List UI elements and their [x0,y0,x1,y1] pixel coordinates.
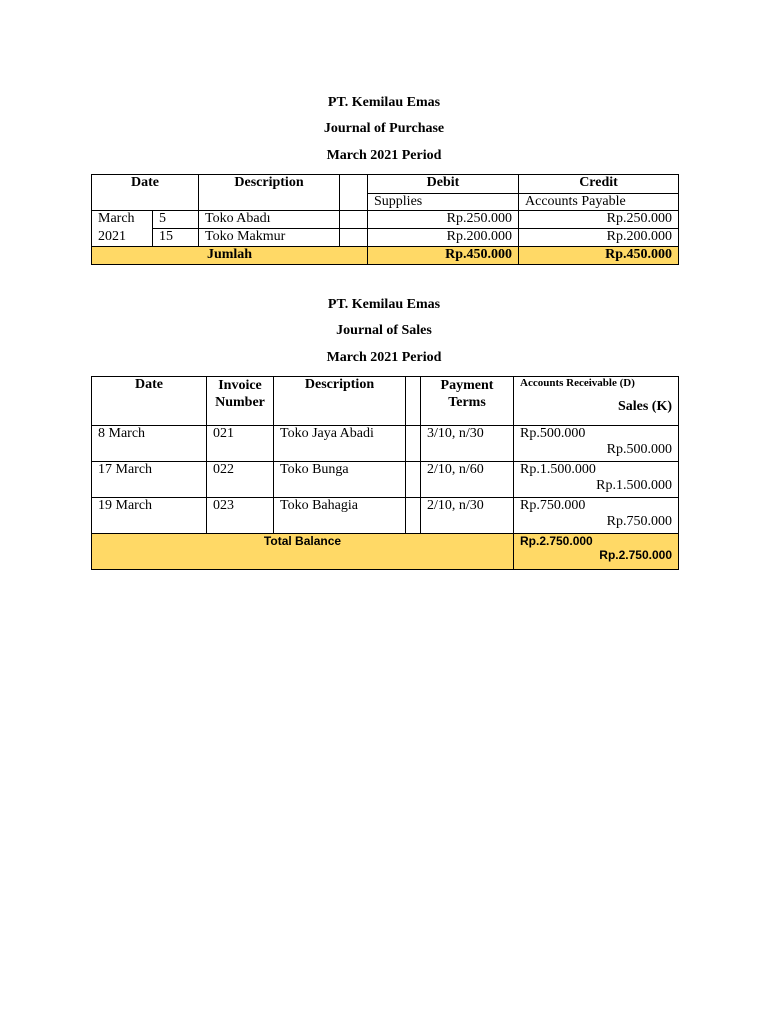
sales-date: 19 March [92,498,207,534]
sales-terms: 3/10, n/30 [421,426,514,462]
sales-amount-cell [514,426,679,462]
sales-invoice-header [207,377,274,426]
purchase-debit-value: Rp.200.000 [368,229,519,247]
purchase-blank-header [340,175,368,211]
purchase-month: March [92,211,153,229]
purchase-debit-account: Supplies [368,194,519,211]
table-row [92,426,679,462]
sales-total-row [92,534,679,570]
purchase-journal-table [91,174,679,265]
purchase-debit-value: Rp.250.000 [368,211,519,229]
purchase-total-label: Jumlah [92,247,368,265]
purchase-journal-title: Journal of Purchase [323,121,445,136]
sales-journal-table [91,376,679,570]
purchase-credit-value: Rp.250.000 [519,211,679,229]
purchase-credit-account: Accounts Payable [519,194,679,211]
purchase-total-debit: Rp.450.000 [368,247,519,265]
sales-credit-value: Rp.750.000 [606,514,672,529]
purchase-day: 15 [153,229,199,247]
sales-invoice: 022 [207,462,274,498]
purchase-description: Toko Makmur [199,229,340,247]
sales-date: 17 March [92,462,207,498]
purchase-period-title: March 2021 Period [326,148,442,163]
table-row [92,229,679,247]
sales-journal-title: Journal of Sales [336,323,432,338]
sales-blank-cell [406,498,421,534]
sales-blank-header [406,377,421,426]
purchase-year: 2021 [92,229,153,247]
sales-terms-header [421,377,514,426]
sales-period-title: March 2021 Period [326,350,442,365]
table-row [92,462,679,498]
sales-terms-header-line2: Terms [448,395,486,410]
sales-terms: 2/10, n/30 [421,498,514,534]
sales-terms: 2/10, n/60 [421,462,514,498]
sales-invoice-header-line1: Invoice [218,378,262,393]
purchase-day: 5 [153,211,199,229]
sales-total-cell [514,534,679,570]
sales-credit-value: Rp.500.000 [606,442,672,457]
sales-invoice: 023 [207,498,274,534]
accounts-receivable-header: Accounts Receivable (D) [520,377,635,389]
sales-total-credit: Rp.2.750.000 [599,548,672,562]
purchase-date-header: Date [92,175,199,211]
sales-terms-header-line1: Payment [440,378,494,393]
purchase-debit-header: Debit [368,175,519,194]
sales-description: Toko Bahagia [274,498,406,534]
purchase-blank-cell [340,211,368,229]
sales-debit-value: Rp.1.500.000 [520,462,596,477]
sales-description: Toko Bunga [274,462,406,498]
purchase-total-credit: Rp.450.000 [519,247,679,265]
sales-invoice: 021 [207,426,274,462]
sales-company-title: PT. Kemilau Emas [327,297,441,312]
table-row [92,498,679,534]
sales-description-header: Description [274,377,406,426]
sales-total-debit: Rp.2.750.000 [520,534,593,548]
sales-blank-cell [406,426,421,462]
sales-amount-cell [514,498,679,534]
purchase-description: Toko Abadı [199,211,340,229]
purchase-header-row [92,175,679,194]
sales-blank-cell [406,462,421,498]
purchase-company-title: PT. Kemilau Emas [327,95,441,110]
purchase-credit-header: Credit [519,175,679,194]
purchase-description-header: Description [199,175,340,211]
sales-debit-value: Rp.500.000 [520,426,586,441]
sales-amount-header [514,377,679,426]
sales-description: Toko Jaya Abadi [274,426,406,462]
purchase-total-row [92,247,679,265]
sales-debit-value: Rp.750.000 [520,498,586,513]
table-row [92,211,679,229]
sales-credit-value: Rp.1.500.000 [596,478,672,493]
sales-date: 8 March [92,426,207,462]
purchase-blank-cell [340,229,368,247]
sales-date-header: Date [92,377,207,426]
sales-invoice-header-line2: Number [215,395,265,410]
purchase-credit-value: Rp.200.000 [519,229,679,247]
sales-amount-cell [514,462,679,498]
sales-credit-header: Sales (K) [617,399,672,414]
sales-total-label: Total Balance [92,534,514,570]
sales-header-row [92,377,679,426]
